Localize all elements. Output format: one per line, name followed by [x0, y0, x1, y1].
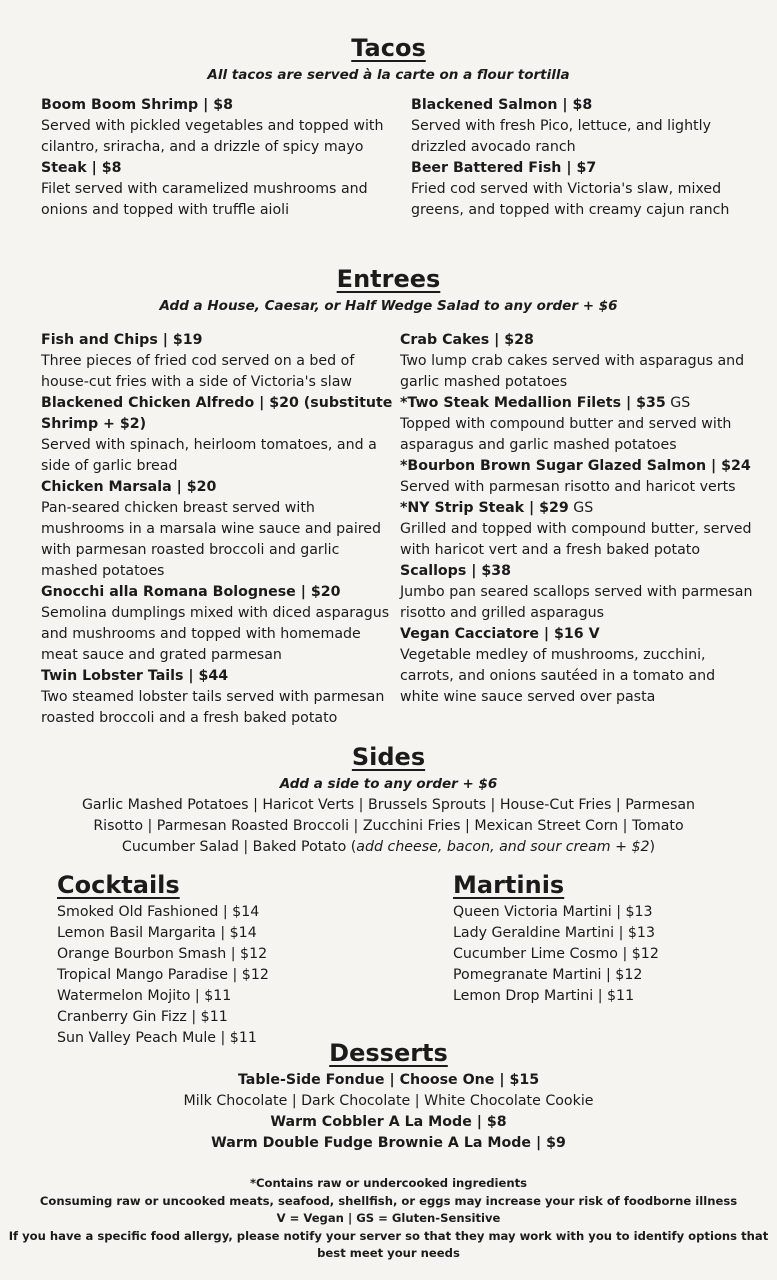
menu-item-name-text: Vegan Cacciatore | $16 V — [400, 626, 600, 642]
menu-footer — [0, 1175, 777, 1263]
cocktail-item: Cranberry Gin Fizz | $11 — [57, 1009, 228, 1025]
menu-item-tag: GS — [665, 395, 691, 411]
menu-item-name-text: Boom Boom Shrimp | $8 — [41, 97, 233, 113]
menu-item-name-text: *NY Strip Steak | $29 — [400, 500, 569, 516]
sides-line-3 — [0, 837, 777, 858]
menu-item-description: Served with parmesan risotto and haricot verts — [400, 479, 736, 495]
menu-item-name — [400, 624, 756, 645]
entrees-section — [0, 264, 777, 316]
menu-item-name-text: Crab Cakes | $28 — [400, 332, 534, 348]
menu-item-description: Grilled and topped with compound butter, served with haricot vert and a fresh baked potato — [400, 521, 752, 558]
sides-line-1: Garlic Mashed Potatoes | Haricot Verts | Brussels Sprouts | House-Cut Fries | Parmesan — [81, 797, 696, 813]
cocktails-list — [57, 902, 417, 1049]
sides-line-3-text: Cucumber Salad | Baked Potato ( — [121, 839, 357, 855]
menu-item-description: Topped with compound butter and served with asparagus and garlic mashed potatoes — [400, 416, 732, 453]
cocktails-section — [57, 870, 417, 1049]
cocktails-title: Cocktails — [57, 871, 180, 899]
sides-title: Sides — [351, 743, 426, 771]
sides-line-3-end: ) — [649, 839, 656, 855]
menu-item-name-text: Blackened Salmon | $8 — [411, 97, 593, 113]
entrees-subtitle: Add a House, Caesar, or Half Wedge Salad to any order + $6 — [159, 298, 618, 314]
cocktail-item: Tropical Mango Paradise | $12 — [57, 967, 269, 983]
martini-item: Cucumber Lime Cosmo | $12 — [453, 946, 659, 962]
tacos-left-column — [41, 95, 411, 221]
tacos-subtitle: All tacos are served à la carte on a flour tortilla — [207, 67, 570, 83]
sides-line-2: Risotto | Parmesan Roasted Broccoli | Zucchini Fries | Mexican Street Corn | Tomato — [93, 818, 684, 834]
menu-item-name — [41, 666, 400, 687]
sides-line-3-italic: add cheese, bacon, and sour cream + $2 — [356, 839, 650, 855]
desserts-list — [0, 1070, 777, 1154]
menu-item-description: Jumbo pan seared scallops served with parmesan risotto and grilled asparagus — [400, 584, 753, 621]
menu-item-name — [41, 158, 411, 179]
menu-item-name-text: Steak | $8 — [41, 160, 122, 176]
desserts-title: Desserts — [329, 1039, 448, 1067]
menu-item-name-text: *Bourbon Brown Sugar Glazed Salmon | $24 — [400, 458, 751, 474]
entrees-left-column — [41, 330, 400, 729]
sides-subtitle: Add a side to any order + $6 — [279, 776, 498, 792]
dessert-fondue-options: Milk Chocolate | Dark Chocolate | White Chocolate Cookie — [183, 1093, 594, 1109]
dessert-cobbler: Warm Cobbler A La Mode | $8 — [270, 1114, 507, 1130]
menu-item-name — [41, 582, 400, 603]
desserts-section — [0, 1038, 777, 1154]
footer-raw-notice: *Contains raw or undercooked ingredients — [249, 1176, 528, 1190]
entrees-columns — [41, 330, 757, 729]
footer-legend: V = Vegan | GS = Gluten-Sensitive — [276, 1211, 501, 1225]
dessert-fondue: Table-Side Fondue | Choose One | $15 — [237, 1072, 540, 1088]
menu-item-name — [41, 330, 400, 351]
menu-item-name — [400, 456, 756, 477]
menu-item-name — [41, 95, 411, 116]
menu-item-description: Served with spinach, heirloom tomatoes, and a side of garlic bread — [41, 437, 377, 474]
menu-item-name — [400, 330, 756, 351]
tacos-columns — [41, 95, 757, 221]
martini-item: Lemon Drop Martini | $11 — [453, 988, 635, 1004]
menu-item-description: Fried cod served with Victoria's slaw, mixed greens, and topped with creamy cajun ranch — [411, 181, 730, 218]
menu-item-description: Three pieces of fried cod served on a bed of house-cut fries with a side of Victoria's slaw — [41, 353, 355, 390]
menu-item-name — [400, 498, 756, 519]
menu-item-name-text: Fish and Chips | $19 — [41, 332, 203, 348]
menu-item-name — [411, 95, 751, 116]
menu-item-name-text: Chicken Marsala | $20 — [41, 479, 217, 495]
menu-item-name-text: Scallops | $38 — [400, 563, 511, 579]
cocktail-item: Watermelon Mojito | $11 — [57, 988, 232, 1004]
cocktail-item: Orange Bourbon Smash | $12 — [57, 946, 268, 962]
tacos-right-column — [411, 95, 751, 221]
cocktail-item: Sun Valley Peach Mule | $11 — [57, 1030, 257, 1046]
sides-list — [0, 795, 777, 858]
martini-item: Queen Victoria Martini | $13 — [453, 904, 653, 920]
menu-item-name — [411, 158, 751, 179]
martinis-list — [453, 902, 753, 1007]
martinis-title: Martinis — [453, 871, 565, 899]
menu-item-description: Vegetable medley of mushrooms, zucchini, carrots, and onions sautéed in a tomato and white wine sauce served over pasta — [400, 647, 716, 705]
menu-item-name-text: Beer Battered Fish | $7 — [411, 160, 597, 176]
menu-item-description: Pan-seared chicken breast served with mushrooms in a marsala wine sauce and paired with parmesan roasted broccoli and garlic mashed potatoes — [41, 500, 382, 579]
martini-item: Lady Geraldine Martini | $13 — [453, 925, 655, 941]
martinis-section — [453, 870, 753, 1007]
menu-item-description: Two steamed lobster tails served with parmesan roasted broccoli and a fresh baked potato — [41, 689, 385, 726]
sides-section — [0, 742, 777, 858]
menu-item-name-text: Twin Lobster Tails | $44 — [41, 668, 229, 684]
footer-consumption-warning: Consuming raw or uncooked meats, seafood, shellfish, or eggs may increase your risk of foodborne illness — [39, 1193, 738, 1208]
menu-item-name-text: Gnocchi alla Romana Bolognese | $20 — [41, 584, 341, 600]
tacos-section — [0, 33, 777, 85]
menu-item-description: Two lump crab cakes served with asparagus and garlic mashed potatoes — [400, 353, 745, 390]
tacos-title: Tacos — [351, 34, 426, 62]
menu-item-name — [400, 393, 756, 414]
footer-allergy-note: If you have a specific food allergy, please notify your server so that they may work with you to identify options that — [8, 1228, 769, 1243]
menu-item-name — [400, 561, 756, 582]
entrees-title: Entrees — [336, 265, 441, 293]
menu-item-description: Filet served with caramelized mushrooms and onions and topped with truffle aioli — [41, 181, 368, 218]
menu-item-name — [41, 393, 400, 435]
menu-item-name — [41, 477, 400, 498]
dessert-brownie: Warm Double Fudge Brownie A La Mode | $9 — [211, 1135, 566, 1151]
cocktail-item: Lemon Basil Margarita | $14 — [57, 925, 257, 941]
martini-item: Pomegranate Martini | $12 — [453, 967, 643, 983]
entrees-right-column — [400, 330, 756, 729]
footer-allergy-note-end: best meet your needs — [317, 1246, 460, 1260]
menu-item-description: Semolina dumplings mixed with diced asparagus and mushrooms and topped with homemade meat sauce and grated parmesan — [41, 605, 390, 663]
menu-item-name-text: *Two Steak Medallion Filets | $35 — [400, 395, 666, 411]
cocktail-item: Smoked Old Fashioned | $14 — [57, 904, 260, 920]
menu-item-description: Served with pickled vegetables and topped with cilantro, sriracha, and a drizzle of spicy mayo — [41, 118, 384, 155]
menu-item-description: Served with fresh Pico, lettuce, and lightly drizzled avocado ranch — [411, 118, 711, 155]
menu-item-name-text: Blackened Chicken Alfredo | $20 (substitute Shrimp + $2) — [41, 395, 393, 432]
menu-item-tag: GS — [568, 500, 594, 516]
